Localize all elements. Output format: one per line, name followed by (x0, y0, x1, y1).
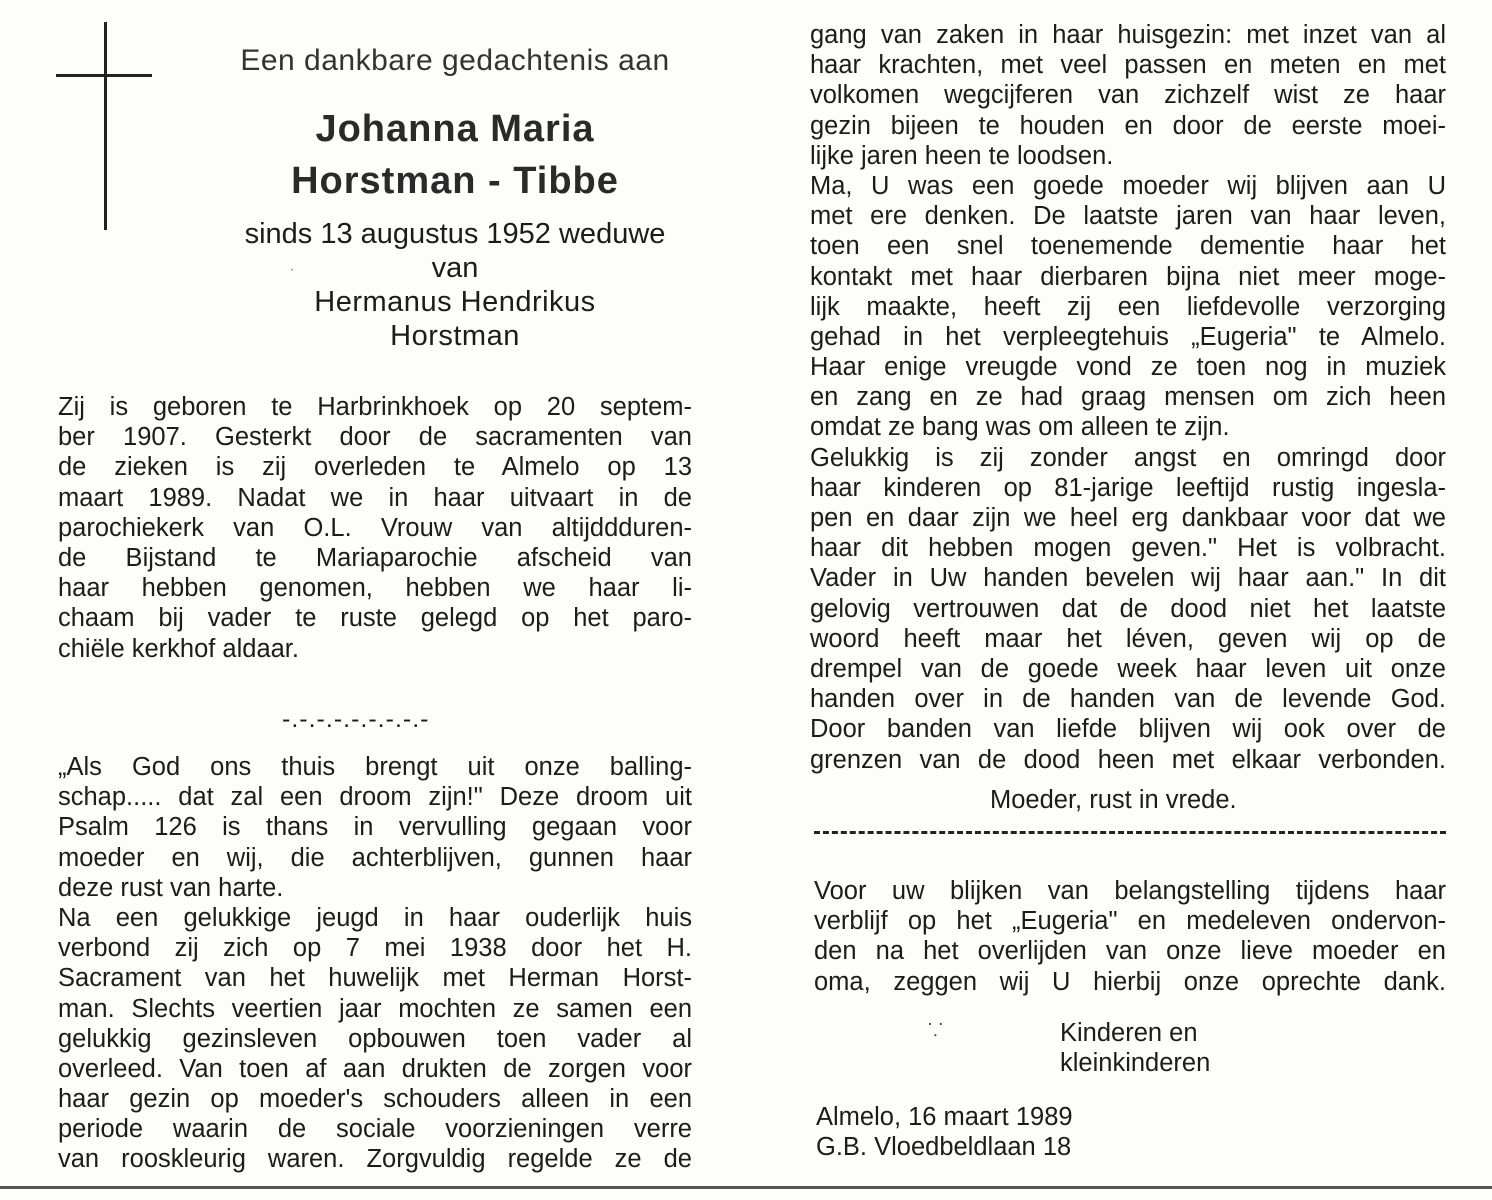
text-line: omdat ze bang was om alleen te zijn. (810, 413, 1230, 442)
text-line: van rooskleurig waren. Zorgvuldig regelde ze de (58, 1145, 692, 1174)
intro-heading: Een dankbare gedachtenis aan (240, 44, 670, 77)
text-line: grenzen van de dood heen met elkaar verbonden. (810, 745, 1446, 774)
text-line: handen over in de handen van de levende God. (810, 685, 1446, 714)
deceased-name-last: Horstman - Tibbe (291, 160, 619, 202)
section-separator: -.-.-.-.-.-.-.-.- (282, 705, 430, 733)
text-line: chiële kerkhof aldaar. (58, 634, 299, 663)
text-line: lijke jaren heen te loodsen. (810, 141, 1114, 170)
psalm-paragraph (58, 752, 692, 1175)
text-line: Na een gelukkige jeugd in haar ouderlijk huis (58, 903, 692, 932)
husband-name-line1: Hermanus Hendrikus (314, 286, 596, 318)
text-line: gelukkig gezinsleven opbouwen toen vader al (58, 1024, 692, 1053)
text-line: chaam bij vader te ruste gelegd op het paro- (58, 604, 692, 633)
text-line: haar dit hebben mogen geven." Het is volbracht. (810, 534, 1446, 563)
dashed-divider (814, 831, 1446, 834)
place-date: Almelo, 16 maart 1989 (816, 1103, 1073, 1131)
text-line: verbond zij zich op 7 mei 1938 door het H. (58, 934, 692, 963)
text-line: haar hebben genomen, hebben we haar li- (58, 574, 692, 603)
deceased-name-first: Johanna Maria (315, 108, 595, 150)
text-line: de zieken is zij overleden te Almelo op 13 (58, 453, 692, 482)
text-line: volkomen wegcijferen van zichzelf wist ze haar (810, 81, 1446, 110)
text-line: met ere denken. De laatste jaren van haar leven, (810, 202, 1446, 231)
text-line: den na het overlijden van onze lieve moeder en (814, 937, 1446, 966)
biography-paragraph (58, 392, 692, 664)
card-bottom-edge (0, 1186, 1492, 1189)
text-line: moeder en wij, die achterblijven, gunnen haar (58, 843, 692, 872)
text-line: kontakt met haar dierbaren bijna niet meer moge- (810, 262, 1446, 291)
text-line: en zang en ze had graag mensen om zich heen (810, 383, 1446, 412)
widow-line: sinds 13 augustus 1952 weduwe (244, 218, 666, 250)
text-line: haar gezin op moeder's schouders alleen in een (58, 1085, 692, 1114)
text-line: lijk maakte, heeft zij een liefdevolle verzorging (810, 292, 1446, 321)
text-line: Door banden van liefde blijven wij ook over de (810, 715, 1446, 744)
ink-speck-icon: ⸪ (928, 1020, 943, 1040)
text-line: overleed. Van toen af aan drukten de zorgen voor (58, 1054, 692, 1083)
text-line: gehad in het verpleegtehuis „Eugeria" te Almelo. (810, 322, 1446, 351)
thanks-paragraph (814, 876, 1446, 997)
signature-block (1060, 1018, 1210, 1078)
text-line: Gelukkig is zij zonder angst en omringd door (810, 443, 1446, 472)
text-line: Voor uw blijken van belangstelling tijdens haar (814, 877, 1446, 905)
text-line: ber 1907. Gesterkt door de sacramenten van (58, 423, 692, 452)
ink-speck-icon: · (290, 262, 294, 276)
text-line: pen en daar zijn we heel erg dankbaar voor dat we (810, 504, 1446, 532)
text-line: gezin bijeen te houden en door de eerste moei- (810, 111, 1446, 140)
life-story-paragraph (810, 20, 1446, 775)
text-line: maart 1989. Nadat we in haar uitvaart in de (58, 483, 692, 512)
rest-in-peace-line: Moeder, rust in vrede. (990, 786, 1237, 814)
text-line: „Als God ons thuis brengt uit onze balling- (58, 753, 692, 781)
text-line: gelovig vertrouwen dat de dood niet het laatste (810, 594, 1446, 623)
place-and-address (816, 1102, 1073, 1162)
text-line: de Bijstand te Mariaparochie afscheid van (58, 543, 692, 572)
text-line: haar krachten, met veel passen en meten en met (810, 51, 1446, 80)
text-line: parochiekerk van O.L. Vrouw van altijddduren- (58, 513, 692, 542)
address: G.B. Vloedbeldlaan 18 (816, 1133, 1072, 1161)
cross-icon (104, 22, 107, 230)
text-line: Sacrament van het huwelijk met Herman Horst- (58, 964, 692, 993)
text-line: periode waarin de sociale voorzieningen verre (58, 1115, 692, 1144)
text-line: Zij is geboren te Harbrinkhoek op 20 septem- (58, 393, 692, 421)
text-line: toen een snel toenemende dementie haar het (810, 232, 1446, 261)
text-line: haar kinderen op 81-jarige leeftijd rustig ingesla- (810, 473, 1446, 502)
text-line: man. Slechts veertien jaar mochten ze samen een (58, 994, 692, 1023)
text-line: Haar enige vreugde vond ze toen nog in muziek (810, 353, 1446, 382)
signature-line: kleinkinderen (1060, 1049, 1211, 1077)
text-line: gang van zaken in haar huisgezin: met inzet van al (810, 21, 1446, 49)
van-line: van (431, 252, 479, 284)
signature-line: Kinderen en (1060, 1019, 1198, 1047)
text-line: deze rust van harte. (58, 873, 284, 902)
text-line: Psalm 126 is thans in vervulling gegaan voor (58, 813, 692, 842)
text-line: Vader in Uw handen bevelen wij haar aan." In dit (810, 564, 1446, 593)
cross-icon-bar (56, 74, 152, 77)
text-line: schap..... dat zal een droom zijn!" Deze droom uit (58, 783, 692, 812)
text-line: oma, zeggen wij U hierbij onze oprechte dank. (814, 967, 1446, 996)
text-line: verblijf op het „Eugeria" en medeleven ondervon- (814, 907, 1446, 936)
text-line: drempel van de goede week haar leven uit onze (810, 654, 1446, 683)
husband-name-line2: Horstman (390, 320, 520, 352)
text-line: Ma, U was een goede moeder wij blijven aan U (810, 171, 1446, 200)
text-line: woord heeft maar het léven, geven wij op de (810, 624, 1446, 653)
